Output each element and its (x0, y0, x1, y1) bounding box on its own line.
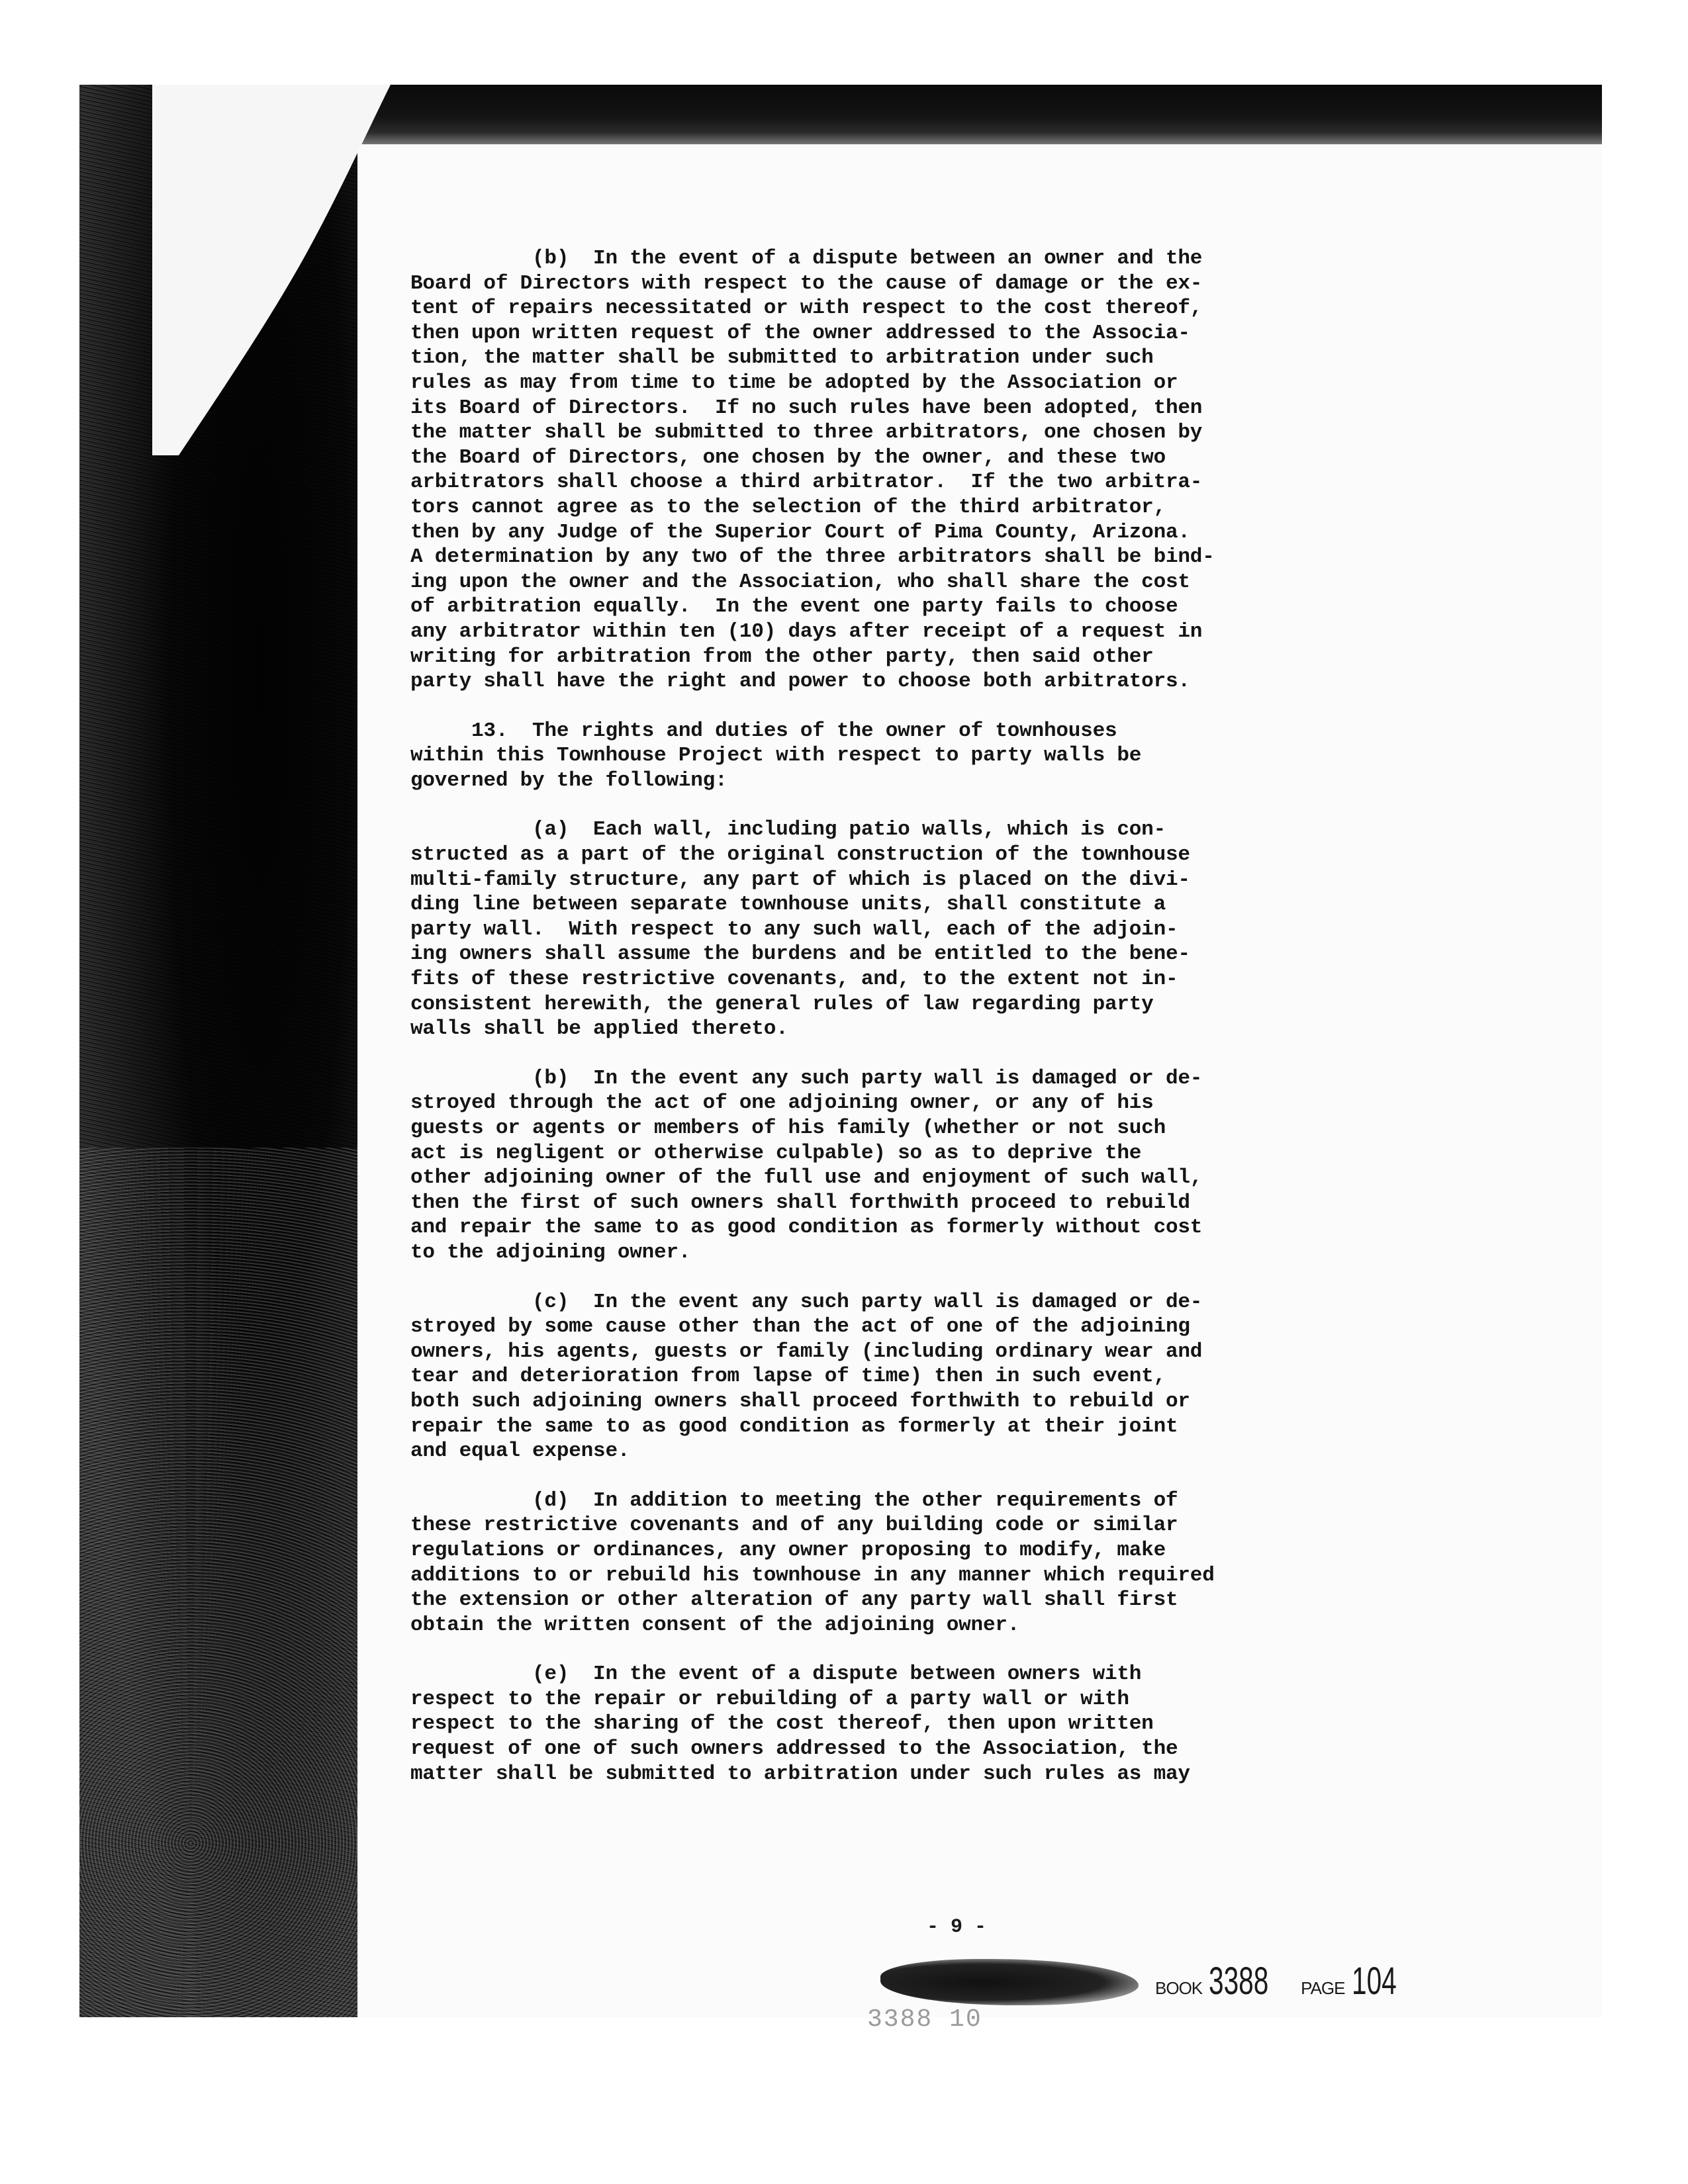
paragraph-para-13a (410, 817, 1470, 1041)
text-line: both such adjoining owners shall proceed forthwith to rebuild or (410, 1389, 1190, 1413)
paragraph-gap (410, 1637, 1470, 1662)
recorded-page-number: 104 (1351, 1960, 1397, 2003)
text-line: structed as a part of the original construction of the townhouse (410, 843, 1190, 867)
text-line: multi-family structure, any part of which is placed on the divi- (410, 868, 1190, 891)
text-line: tors cannot agree as to the selection of the third arbitrator, (410, 495, 1166, 519)
text-line: (b) In the event any such party wall is damaged or de- (410, 1066, 1203, 1090)
book-label: BOOK (1155, 1978, 1203, 1998)
text-line: respect to the repair or rebuilding of a party wall or with (410, 1687, 1129, 1711)
page-number: - 9 - (927, 1916, 987, 1938)
paragraph-para-13d (410, 1488, 1470, 1638)
text-line: of arbitration equally. In the event one party fails to choose (410, 595, 1178, 619)
text-line: any arbitrator within ten (10) days after receipt of a request in (410, 619, 1203, 643)
text-line: governed by the following: (410, 768, 727, 792)
text-line: additions to or rebuild his townhouse in any manner which required (410, 1563, 1215, 1587)
text-line: the Board of Directors, one chosen by the owner, and these two (410, 445, 1166, 469)
text-line: arbitrators shall choose a third arbitrator. If the two arbitra- (410, 471, 1203, 494)
text-line: within this Townhouse Project with respect to party walls be (410, 744, 1142, 768)
text-line: party wall. With respect to any such wall, each of the adjoin- (410, 917, 1178, 941)
text-line: writing for arbitration from the other party, then said other (410, 645, 1154, 668)
text-line: tear and deterioration from lapse of time) then in such event, (410, 1365, 1166, 1388)
paragraph-gap (410, 694, 1470, 719)
text-line: these restrictive covenants and of any building code or similar (410, 1514, 1178, 1537)
text-line: Board of Directors with respect to the cause of damage or the ex- (410, 271, 1203, 295)
text-line: regulations or ordinances, any owner proposing to modify, make (410, 1538, 1166, 1562)
text-line: (d) In addition to meeting the other requirements of (410, 1488, 1178, 1512)
paragraph-para-13b (410, 1066, 1470, 1265)
text-line: tent of repairs necessitated or with respect to the cost thereof, (410, 296, 1203, 320)
text-line: request of one of such owners addressed to the Association, the (410, 1737, 1178, 1761)
text-line: stroyed by some cause other than the act of one of the adjoining (410, 1315, 1190, 1339)
text-line: ing owners shall assume the burdens and be entitled to the bene- (410, 942, 1190, 966)
text-line: stroyed through the act of one adjoining owner, or any of his (410, 1091, 1154, 1115)
paragraph-gap (410, 1042, 1470, 1066)
paragraph-gap (410, 1464, 1470, 1488)
text-line: party shall have the right and power to choose both arbitrators. (410, 670, 1190, 694)
text-line: ing upon the owner and the Association, who shall share the cost (410, 570, 1190, 594)
paragraph-para-13c (410, 1290, 1470, 1464)
text-line: matter shall be submitted to arbitration under such rules as may (410, 1762, 1190, 1786)
text-line: 13. The rights and duties of the owner of townhouses (410, 719, 1117, 743)
paragraph-gap (410, 793, 1470, 817)
text-line: fits of these restrictive covenants, and, to the extent not in- (410, 968, 1178, 991)
text-line: and equal expense. (410, 1439, 630, 1463)
text-line: and repair the same to as good condition as formerly without cost (410, 1216, 1203, 1240)
text-line: rules as may from time to time be adopted by the Association or (410, 371, 1178, 394)
page-label: PAGE (1301, 1978, 1345, 1998)
text-line: owners, his agents, guests or family (including ordinary wear and (410, 1340, 1203, 1363)
book-page-reference (1155, 1959, 1415, 2003)
document-body (410, 246, 1470, 1786)
text-line: the extension or other alteration of any party wall shall first (410, 1588, 1178, 1612)
text-line: walls shall be applied thereto. (410, 1017, 788, 1041)
text-line: to the adjoining owner. (410, 1240, 691, 1264)
text-line: other adjoining owner of the full use and enjoyment of such wall, (410, 1166, 1203, 1190)
paragraph-para-12b (410, 246, 1470, 694)
text-line: ding line between separate townhouse units, shall constitute a (410, 893, 1166, 917)
paragraph-para-13e (410, 1662, 1470, 1786)
text-line: (a) Each wall, including patio walls, which is con- (410, 818, 1166, 842)
text-line: consistent herewith, the general rules of law regarding party (410, 992, 1154, 1016)
text-line: then by any Judge of the Superior Court of Pima County, Arizona. (410, 520, 1190, 544)
text-line: respect to the sharing of the cost thereof, then upon written (410, 1712, 1154, 1736)
text-line: guests or agents or members of his family (whether or not such (410, 1116, 1166, 1140)
text-line: repair the same to as good condition as formerly at their joint (410, 1414, 1178, 1438)
text-line: the matter shall be submitted to three arbitrators, one chosen by (410, 421, 1203, 445)
text-line: A determination by any two of the three arbitrators shall be bind- (410, 545, 1215, 569)
paragraph-para-13 (410, 719, 1470, 794)
text-line: tion, the matter shall be submitted to arbitration under such (410, 346, 1154, 370)
text-line: (c) In the event any such party wall is damaged or de- (410, 1290, 1203, 1314)
text-line: (e) In the event of a dispute between owners with (410, 1662, 1142, 1686)
text-line: obtain the written consent of the adjoining owner. (410, 1613, 1020, 1637)
book-number: 3388 (1209, 1960, 1269, 2003)
text-line: (b) In the event of a dispute between an owner and the (410, 247, 1203, 270)
text-line: then upon written request of the owner addressed to the Associa- (410, 321, 1190, 345)
faded-stamp: 3388 10 (867, 2005, 982, 2034)
text-line: act is negligent or otherwise culpable) so as to deprive the (410, 1141, 1142, 1165)
text-line: then the first of such owners shall forthwith proceed to rebuild (410, 1191, 1190, 1214)
paragraph-gap (410, 1265, 1470, 1290)
text-line: its Board of Directors. If no such rules have been adopted, then (410, 396, 1203, 420)
